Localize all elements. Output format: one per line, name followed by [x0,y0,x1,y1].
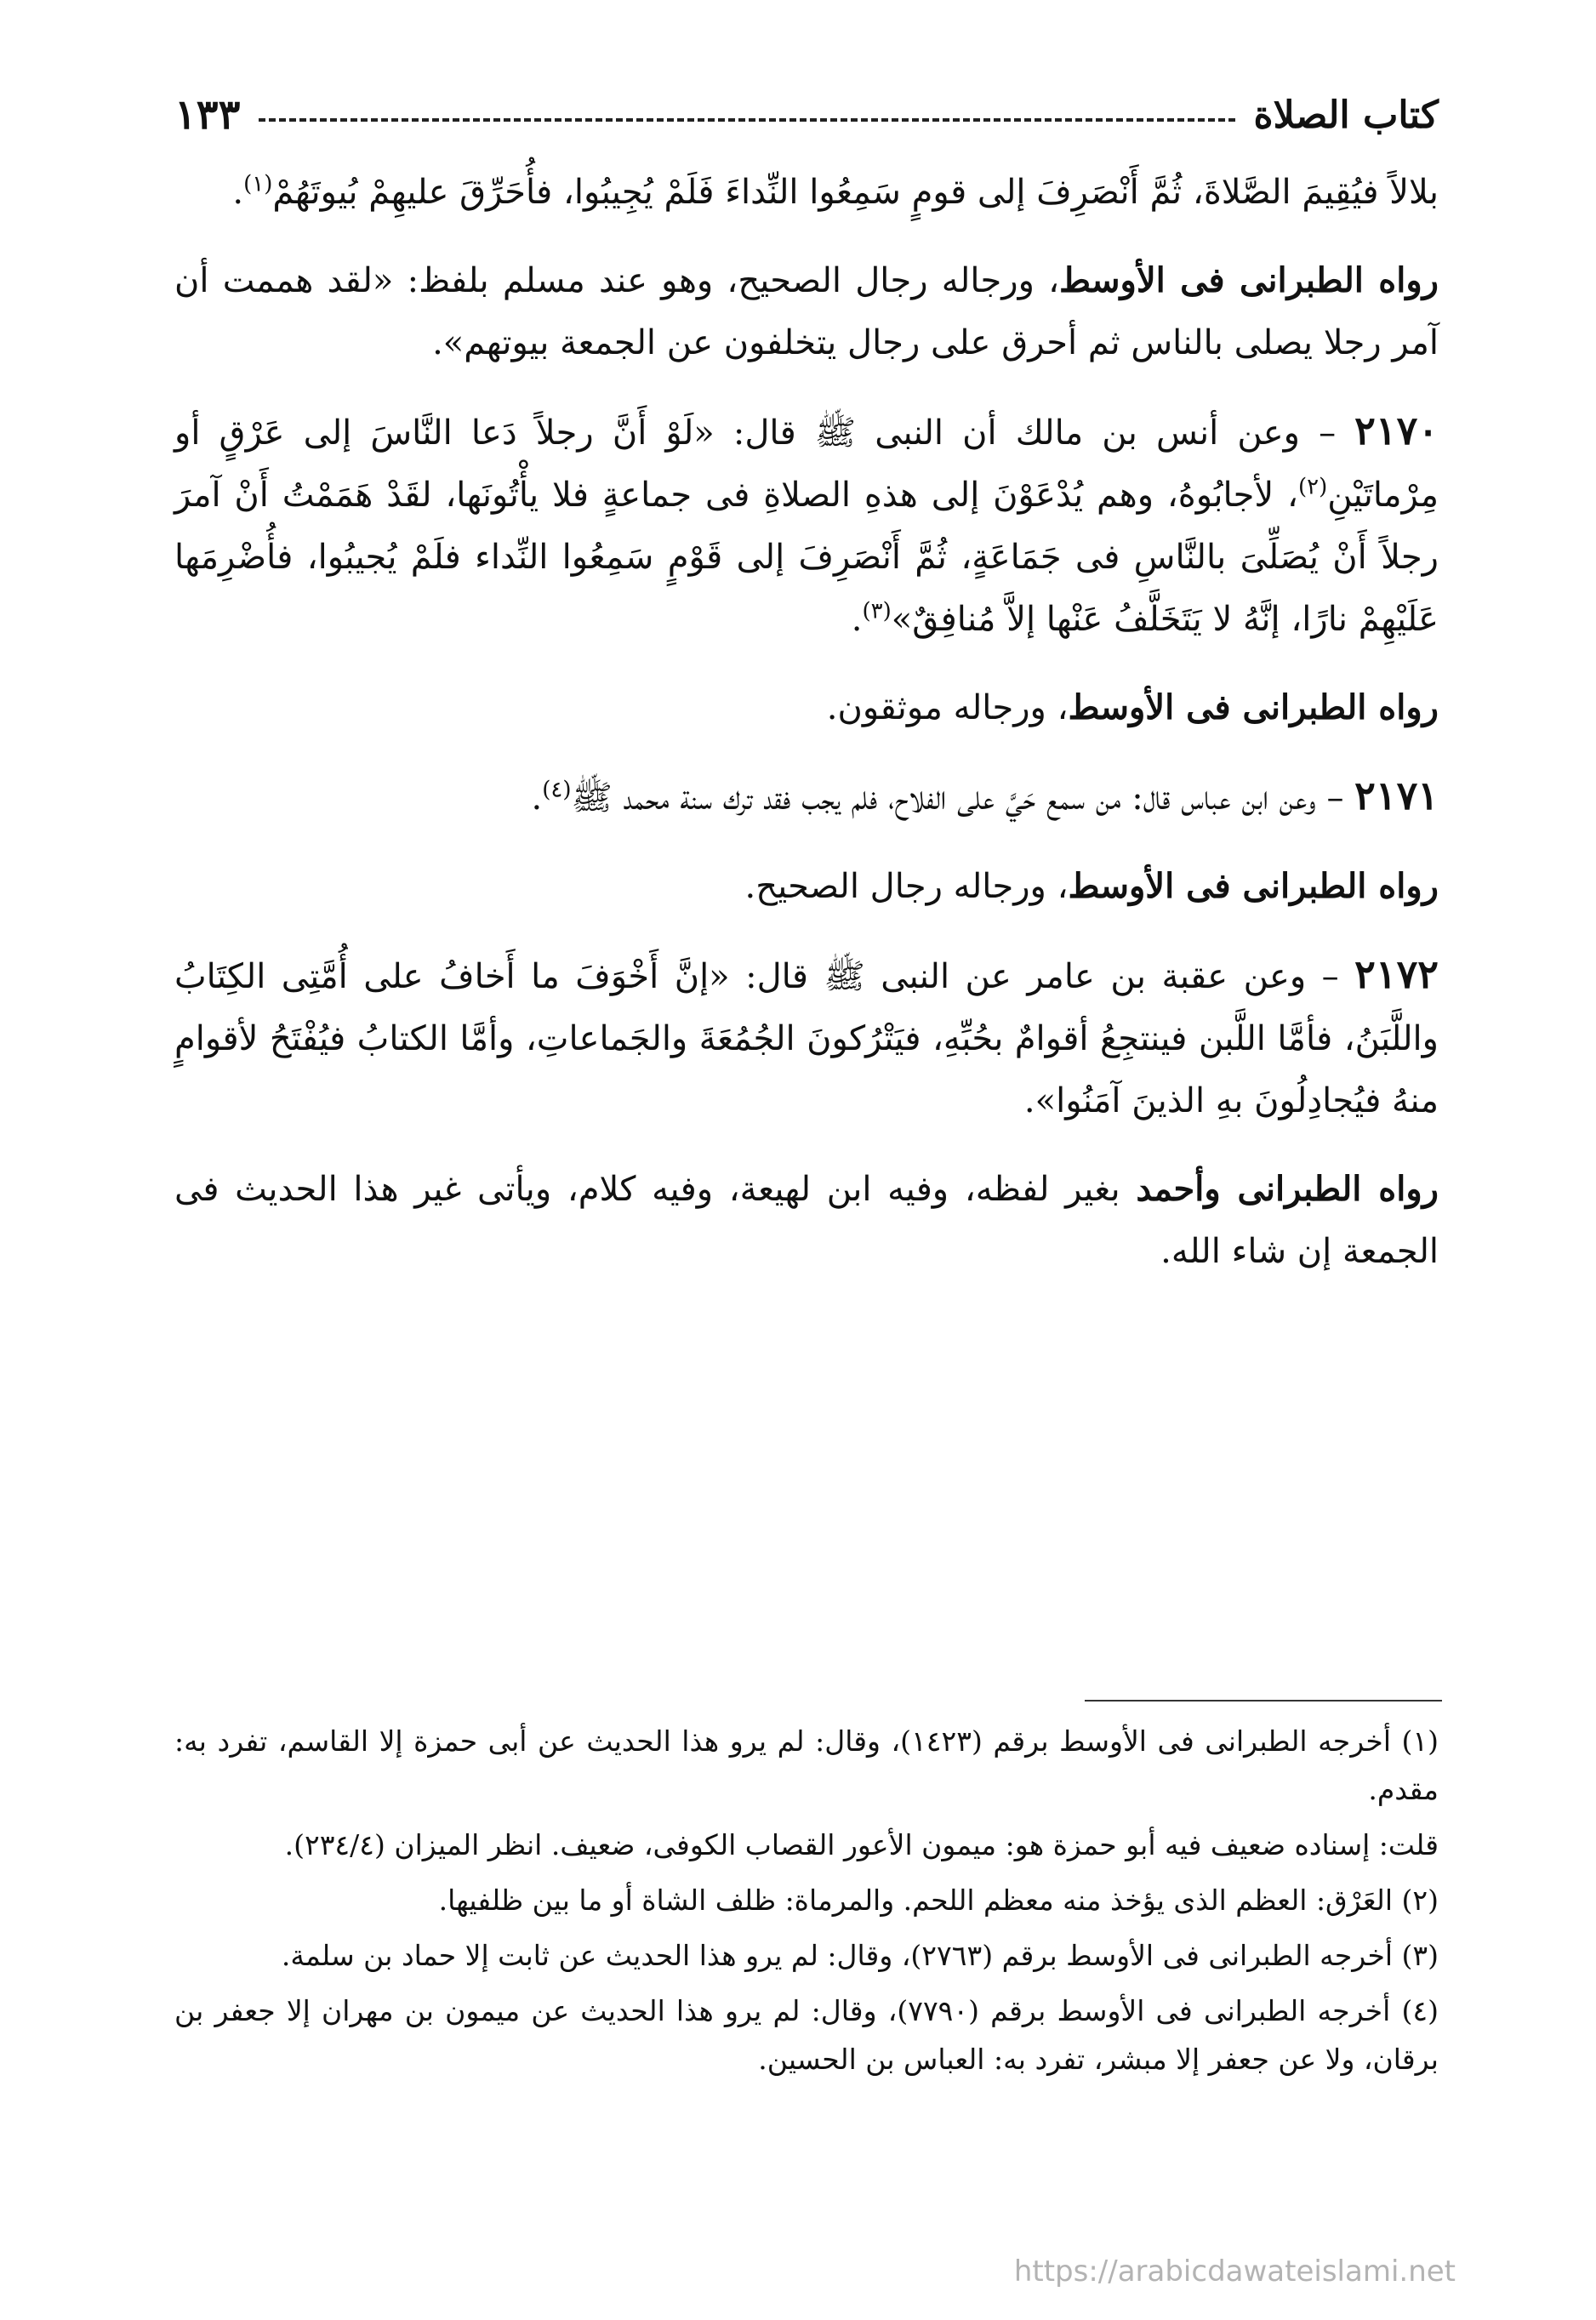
footnote-ref: (٢) [1297,474,1328,500]
hadith-2172: ٢١٧٢ – وعن عقبة بن عامر عن النبى ﷺ قال: «إنَّ أَخْوَفَ ما أَخافُ على أُمَّتِى الكِتَابُ واللَّبَنُ، فأمَّا اللَّبن فينتجِعُ أقوامٌ بحُبِّهِ، فيَتْرُكونَ الجُمُعَةَ والجَماعاتِ، وأمَّا الكتابُ فيُفْتَحُ لأقوامٍ منهُ فيُجادِلُونَ بهِ الذينَ آمَنُوا». [174,951,1439,1120]
running-header [174,85,1439,145]
source-note: رواه الطبرانى فى الأوسط، ورجاله رجال الصحيح، وهو عند مسلم بلفظ: «لقد هممت أن آمر رجلا يصلى بالناس ثم أحرق على رجال يتخلفون عن الجمعة بيوتهم». [174,260,1439,362]
hadith-number: ٢١٧٠ [1354,408,1439,453]
paragraph-continuation: بلالاً فيُقِيمَ الصَّلاةَ، ثُمَّ أَنْصَرِفَ إلى قومٍ سَمِعُوا النِّداءَ فَلَمْ يُجِيبُوا، فأُحَرِّقَ عليهِمْ بُيوتَهُمْ$^{(١)}$. [232,171,1439,212]
source-label: رواه الطبرانى فى الأوسط [1068,687,1439,727]
page-number: ١٣٣ [174,91,241,139]
hadith-number: ٢١٧١ [1354,772,1439,818]
footnote-4: (٤) أخرجه الطبرانى فى الأوسط برقم (٧٧٩٠)، وقال: لم يرو هذا الحديث عن ميمون بن مهران إلا جعفر بن برقان، ولا عن جعفر إلا مبشر، تفرد به: العباس بن الحسين. [174,1994,1439,2076]
footnotes [174,1717,1439,2090]
main-text [174,162,1439,1308]
source-label: رواه الطبرانى فى الأوسط [1059,260,1439,300]
source-label: رواه الطبرانى فى الأوسط [1068,866,1439,906]
hadith-2170: ٢١٧٠ – وعن أنس بن مالك أن النبى ﷺ قال: «لَوْ أَنَّ رجلاً دَعا النَّاسَ إلى عَرْقٍ أو مِرْماتَيْنِ$^{(٢)}$، لأجابُوهُ، وهم يُدْعَوْنَ إلى هذهِ الصلاةِ فى جماعةٍ فلا يأْتُونَها، لقَدْ هَمَمْتُ أَنْ آمرَ رجلاً أَنْ يُصَلِّىَ بالنَّاسِ فى جَمَاعَةٍ، ثُمَّ أَنْصَرِفَ إلى قَوْمٍ سَمِعُوا النِّداء فلَمْ يُجيبُوا، فأُضْرِمَها عَلَيْهِمْ نارًا، إنَّهُ لا يَتَخَلَّفُ عَنْها إلاَّ مُنافِقٌ»$^{(٣)}$. [174,408,1439,639]
hadith-2171: ٢١٧١ – وعن ابن عباس قال: من سمع حَيَّ على الفلاح، فلم يجب فقد ترك سنة محمد ﷺ$^{(٤)}$. [531,772,1439,818]
footnote-2: (٢) العَرْق: العظم الذى يؤخذ منه معظم اللحم. والمرماة: ظلف الشاة أو ما بين ظلفيها. [438,1884,1439,1917]
source-label: رواه الطبرانى وأحمد [1136,1169,1439,1209]
hadith-number: ٢١٧٢ [1354,951,1439,997]
watermark-url: https://arabicdawateislami.net [1013,2254,1456,2289]
source-note: رواه الطبرانى فى الأوسط، ورجاله رجال الصحيح. [744,866,1439,906]
source-note: رواه الطبرانى وأحمد بغير لفظه، وفيه ابن لهيعة، وفيه كلام، ويأتى غير هذا الحديث فى الجمعة إن شاء الله. [174,1169,1439,1271]
footnote-ref: (٣) [862,598,892,624]
source-note: رواه الطبرانى فى الأوسط، ورجاله موثقون. [826,687,1439,727]
footnote-ref: (١) [243,171,273,197]
book-title: كتاب الصلاة [1253,93,1439,137]
footnote-divider [1085,1700,1442,1702]
footnote-ref: (٤) [542,777,572,803]
header-dash-rule [259,118,1234,122]
footnote-3: (٣) أخرجه الطبرانى فى الأوسط برقم (٢٧٦٣)، وقال: لم يرو هذا الحديث عن ثابت إلا حماد بن سلمة. [281,1939,1439,1972]
footnote-1-note: قلت: إسناده ضعيف فيه أبو حمزة هو: ميمون الأعور القصاب الكوفى، ضعيف. انظر الميزان (٢٣٤/٤). [284,1828,1439,1861]
footnote-1: (١) أخرجه الطبرانى فى الأوسط برقم (١٤٢٣)، وقال: لم يرو هذا الحديث عن أبى حمزة إلا القاسم، تفرد به: مقدم. [174,1724,1439,1806]
